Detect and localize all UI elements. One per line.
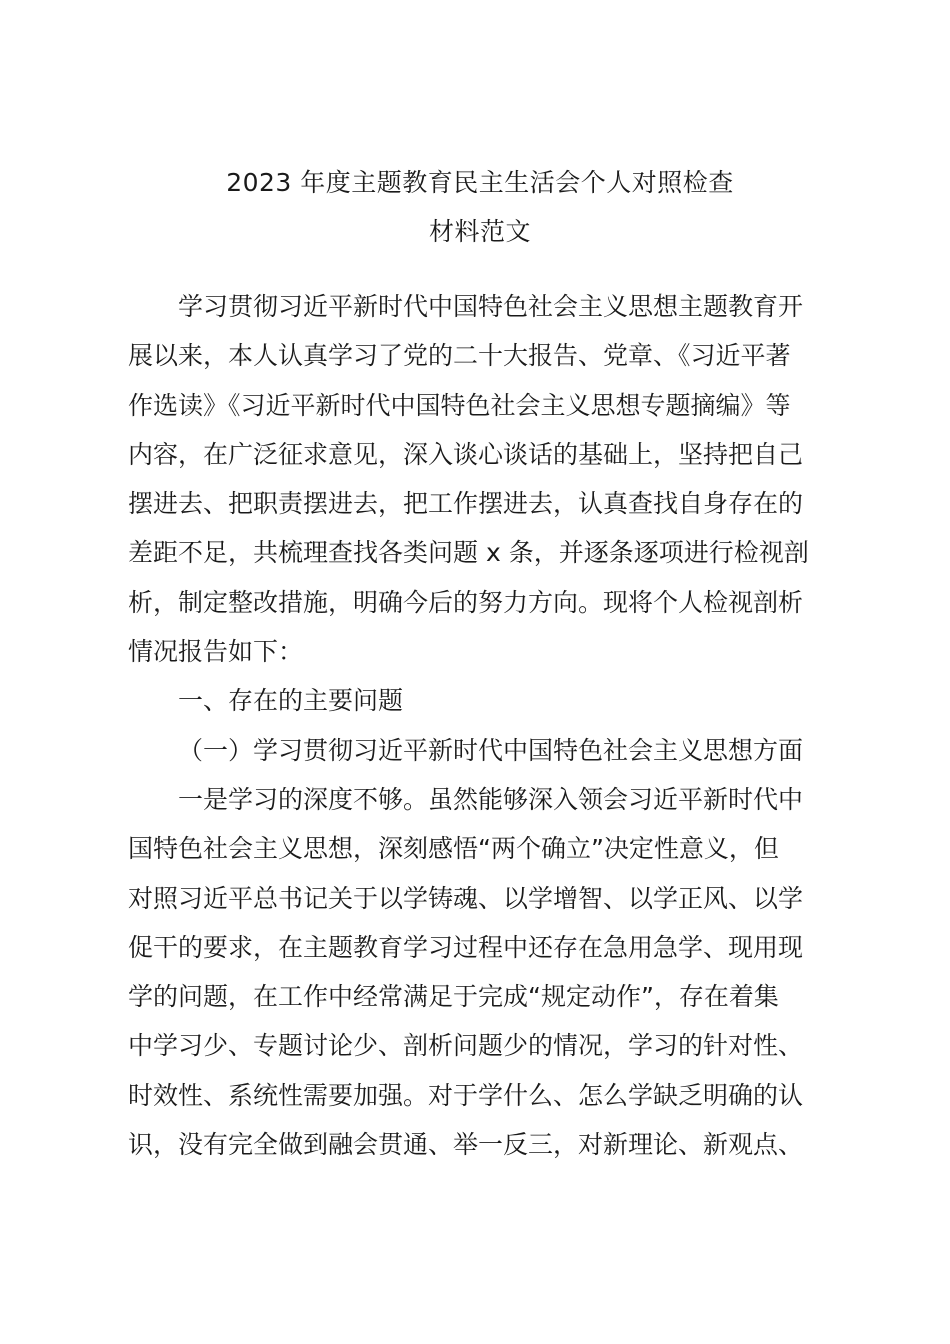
paragraph-issue-line-7: 时效性、系统性需要加强。对于学什么、怎么学缺乏明确的认	[128, 1080, 804, 1110]
title-line-1: 2023 年度主题教育民主生活会个人对照检查	[226, 168, 734, 197]
subsection-heading-1: （一）学习贯彻习近平新时代中国特色社会主义思想方面	[178, 735, 804, 765]
paragraph-intro-line-2: 展以来，本人认真学习了党的二十大报告、党章、《习近平著	[128, 341, 791, 371]
paragraph-intro-line-7: 析，制定整改措施，明确今后的努力方向。现将个人检视剖析	[128, 587, 804, 617]
paragraph-issue-line-1: 一是学习的深度不够。虽然能够深入领会习近平新时代中	[178, 784, 804, 814]
title-line-2: 材料范文	[428, 217, 531, 247]
paragraph-intro-line-6: 差距不足，共梳理查找各类问题 x 条，并逐条逐项进行检视剖	[128, 538, 809, 568]
section-heading-1: 一、存在的主要问题	[178, 686, 404, 716]
paragraph-intro-line-1: 学习贯彻习近平新时代中国特色社会主义思想主题教育开	[178, 292, 804, 321]
paragraph-intro-line-3: 作选读》《习近平新时代中国特色社会主义思想专题摘编》等	[128, 390, 791, 420]
paragraph-intro-line-5: 摆进去、把职责摆进去，把工作摆进去，认真查找自身存在的	[128, 489, 804, 519]
paragraph-issue-line-2: 国特色社会主义思想，深刻感悟“两个确立”决定性意义，但	[128, 834, 779, 864]
document-body	[128, 282, 834, 1169]
paragraph-issue-line-6: 中学习少、专题讨论少、剖析问题少的情况，学习的针对性、	[128, 1031, 804, 1061]
paragraph-issue-line-4: 促干的要求，在主题教育学习过程中还存在急用急学、现用现	[128, 932, 804, 962]
paragraph-intro-line-8: 情况报告如下：	[128, 637, 304, 667]
paragraph-intro-line-4: 内容，在广泛征求意见，深入谈心谈话的基础上，坚持把自己	[128, 439, 804, 469]
paragraph-issue-line-5: 学的问题，在工作中经常满足于完成“规定动作”，存在着集	[128, 982, 779, 1012]
paragraph-issue-line-8: 识，没有完全做到融会贯通、举一反三，对新理论、新观点、	[128, 1130, 804, 1160]
document-title	[120, 158, 840, 257]
paragraph-issue-line-3: 对照习近平总书记关于以学铸魂、以学增智、以学正风、以学	[128, 883, 804, 913]
